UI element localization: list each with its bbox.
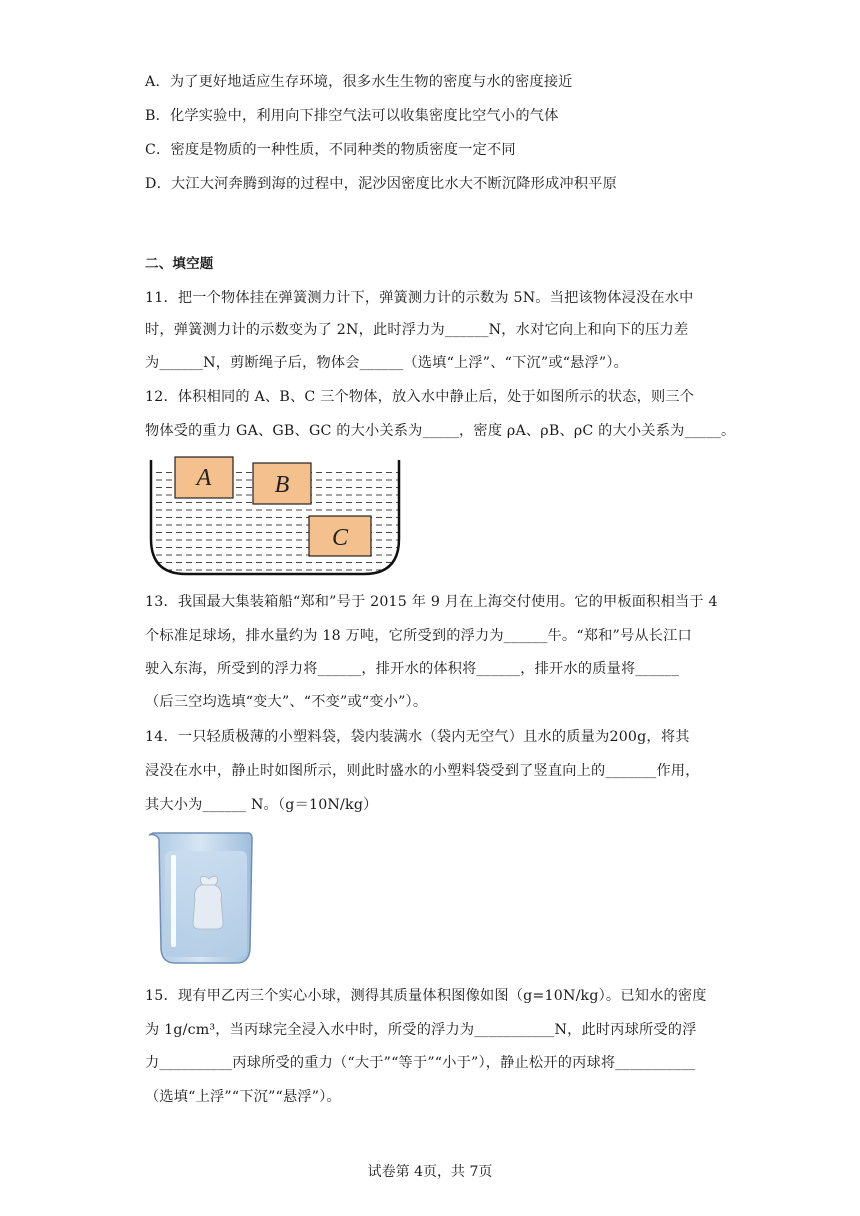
q11-line-2: 时，弹簧测力计的示数变为了 2N，此时浮力为______N，水对它向上和向下的压力差 bbox=[145, 322, 689, 338]
beaker-highlight bbox=[171, 855, 176, 947]
block-b bbox=[253, 463, 311, 504]
q14-line-2: 浸没在水中，静止时如图所示，则此时盛水的小塑料袋受到了竖直向上的_______作用， bbox=[145, 763, 700, 779]
q14-line-1: 14．一只轻质极薄的小塑料袋，袋内装满水（袋内无空气）且水的质量为200g，将其 bbox=[145, 729, 690, 745]
q13-line-1: 13．我国最大集装箱船“郑和”号于 2015 年 9 月在上海交付使用。它的甲板面积相当于 4 bbox=[145, 594, 718, 610]
option-a: A．为了更好地适应生存环境，很多水生生物的密度与水的密度接近 bbox=[145, 74, 573, 90]
option-c: C．密度是物质的一种性质，不同种类的物质密度一定不同 bbox=[145, 142, 516, 158]
block-b-label: B bbox=[274, 472, 290, 498]
block-a bbox=[175, 457, 233, 498]
figure-beaker-bag bbox=[145, 829, 265, 969]
block-c bbox=[309, 516, 371, 556]
section-heading: 二、填空题 bbox=[145, 256, 214, 272]
option-b: B．化学实验中，利用向下排空气法可以收集密度比空气小的气体 bbox=[145, 108, 559, 124]
q13-line-2: 个标准足球场，排水量约为 18 万吨，它所受到的浮力为______牛。“郑和”号从长江口 bbox=[145, 628, 692, 644]
q11-line-3: 为______N，剪断绳子后，物体会______（选填“上浮”、“下沉”或“悬浮”）。 bbox=[145, 355, 629, 371]
option-d: D．大江大河奔腾到海的过程中，泥沙因密度比水大不断沉降形成冲积平原 bbox=[145, 176, 617, 192]
q13-line-3: 驶入东海，所受到的浮力将______，排开水的体积将______，排开水的质量将______ bbox=[145, 661, 680, 677]
q15-line-3: 力__________丙球所受的重力（“大于”“等于”“小于”），静止松开的丙球将___________ bbox=[145, 1055, 696, 1071]
q15-line-1: 15．现有甲乙丙三个实心小球，测得其质量体积图像如图（g=10N/kg）。已知水的密度 bbox=[145, 988, 707, 1004]
block-a-label: A bbox=[196, 465, 212, 491]
figure-tank-blocks bbox=[146, 454, 416, 584]
q13-line-4: （后三空均选填“变大”、“不变”或“变小”）。 bbox=[145, 694, 428, 710]
q15-line-2: 为 1g/cm³，当丙球完全浸入水中时，所受的浮力为___________N，此时丙球所受的浮 bbox=[145, 1022, 697, 1038]
q15-line-4: （选填“上浮”“下沉”“悬浮”）。 bbox=[145, 1089, 341, 1105]
q12-line-2: 物体受的重力 GA、GB、GC 的大小关系为_____，密度 ρA、ρB、ρC 的大小关系为_____。 bbox=[145, 423, 736, 439]
q12-line-1: 12．体积相同的 A、B、C 三个物体，放入水中静止后，处于如图所示的状态，则三个 bbox=[145, 389, 695, 405]
block-c-label: C bbox=[331, 525, 349, 551]
page-footer: 试卷第 4页，共 7页 bbox=[367, 1164, 493, 1180]
q14-line-3: 其大小为______ N。（g＝10N/kg） bbox=[145, 797, 378, 813]
q11-line-1: 11．把一个物体挂在弹簧测力计下，弹簧测力计的示数为 5N。当把该物体浸没在水中 bbox=[145, 290, 694, 306]
